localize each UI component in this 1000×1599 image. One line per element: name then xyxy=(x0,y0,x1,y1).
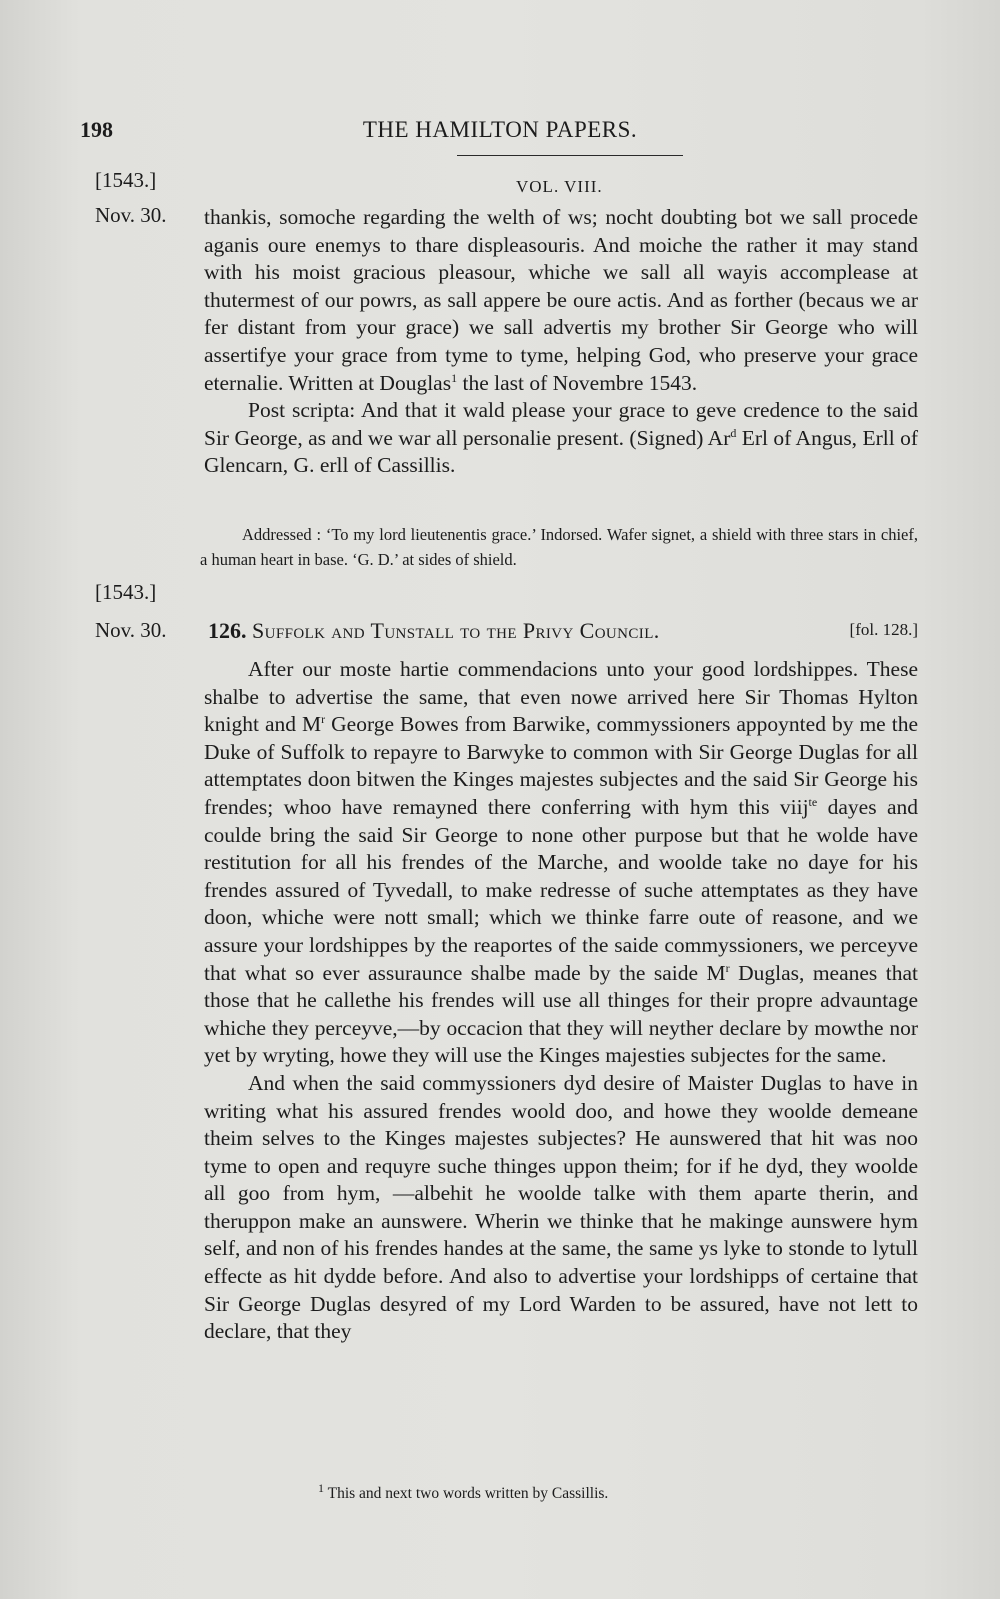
letter2-paragraph: After our moste hartie commendacions unto your good lordshippes. These shalbe to advertise the same, that even nowe arrived here Sir Thomas Hylton knight and $M^r$ George Bowes from Barwike, commyssioners appoynted by me the Duke of Suffolk to repayre to Barwyke to common with Sir George Duglas for all attemptates doon bitwen the Kinges majestes subjectes and the said Sir George his frendes; whoo have remayned there conferring with hym this viij$^{te}$ dayes and coulde bring the said Sir George to none other purpose but that he wolde have restitution for all his frendes of the Marche, and woolde take no daye for his frendes assured of Tyvedall, to make redresse of suche attemptates as they have doon, whiche were nott small; which we thinke farre oute of reasone, and we assure your lordshippes by the reaportes of the saide commyssioners, we perceyve that what so ever assuraunce shalbe made by the saide $M^r$ Duglas, meanes that those that he callethe his frendes will use all thinges for their propre advauntage whiche they perceyve,—by occacion that they will neyther declare by mowthe nor yet by wryting, howe they will use the Kinges majesties subjectes for the same. xyxy=(204,657,919,1068)
postscript-paragraph: Post scripta: And that it wald please your grace to geve credence to the said Sir George, as and we war all personalie present. (Signed) Ar$^d$ Erl of Angus, Erll of Glencarn, G. erll of Cassillis. xyxy=(204,398,918,478)
document-heading xyxy=(208,618,922,644)
entry-year: [1543.] xyxy=(95,580,157,604)
header-rule xyxy=(457,155,683,156)
running-title: THE HAMILTON PAPERS. xyxy=(362,117,638,142)
document-number: 126. xyxy=(208,618,247,643)
letter-continuation xyxy=(204,204,918,480)
footnote-ref: 1 xyxy=(451,370,458,385)
folio-reference: [fol. 128.] xyxy=(849,620,918,639)
letter2-paragraph: And when the said commyssioners dyd desire of Maister Duglas to have in writing what his assured frendes woold doo, and howe they woolde demeane theim selves to the Kinges majestes subjectes? He aunswered that hit was noo tyme to open and requyre suche thinges uppon theim; for if he dyd, they woolde all goo from hym, —albehit he woolde talke with them aparte therin, and theruppon make an aunswere. Wherin we thinke that he makinge aunswere hym self, and non of his frendes handes at the same, the same ys lyke to stonde to lytull effecte as hit dydde before. And also to advertise your lordshipps of certaine that Sir George Duglas desyred of my Lord Warden to be assured, have not lett to declare, that they xyxy=(204,1070,918,1344)
entry-date: Nov. 30. xyxy=(95,618,167,642)
document-title: Suffolk and Tunstall to the Privy Council. xyxy=(252,618,660,643)
address-note: Addressed : ‘To my lord lieutenentis grace.’ Indorsed. Wafer signet, a shield with three stars in chief, a human heart in base. ‘G. D.’ at sides of shield. xyxy=(200,525,918,569)
page-header xyxy=(80,113,920,153)
footnote: $^1$ This and next two words written by Cassillis. xyxy=(318,1480,609,1502)
page-number: 198 xyxy=(80,117,113,142)
volume-label: VOL. VIII. xyxy=(516,177,603,196)
letter-body xyxy=(204,656,918,1346)
entry-year: [1543.] xyxy=(95,168,157,192)
letter1-paragraph: thankis, somoche regarding the welth of ws; nocht doubting bot we sall procede aganis oure enemys to thare displeasouris. And moiche the rather it may stand with his moist gracious pleasour, whiche we sall all wayis accomplease at thutermest of our powrs, as sall appere be oure actis. And as forther (becaus we ar fer distant from your grace) we sall advertis my brother Sir George who will assertifye your grace from tyme to tyme, helping God, who preserve your grace eternalie. Written at Douglas$^1$ the last of Novembre 1543. xyxy=(204,205,918,395)
entry-date: Nov. 30. xyxy=(95,203,167,227)
